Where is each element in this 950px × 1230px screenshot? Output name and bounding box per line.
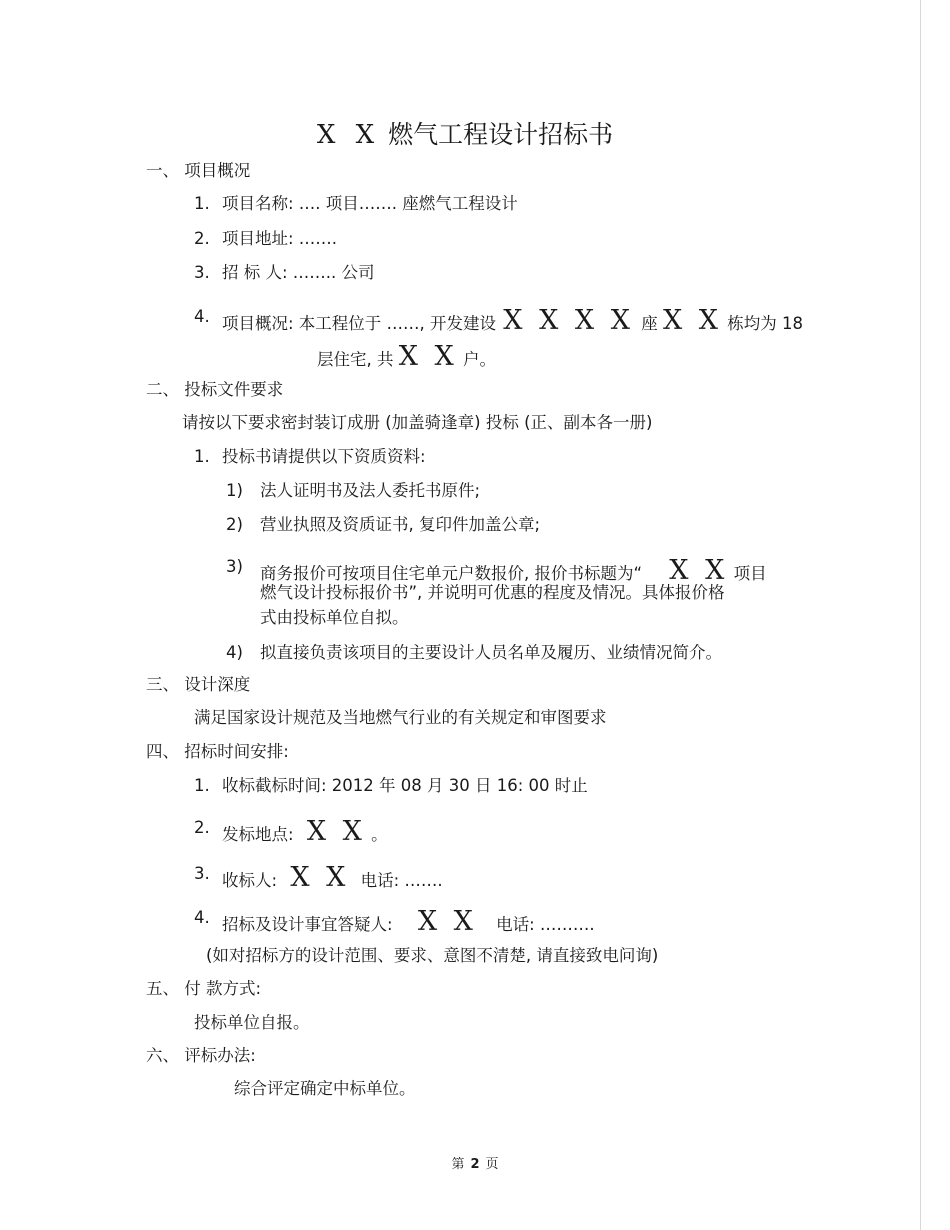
s2-intro: 请按以下要求密封装订成册 (加盖骑逢章) 投标 (正、副本各一册) xyxy=(182,413,653,432)
s1-item-4-line-2 xyxy=(317,343,496,371)
s1-item-4-line-1 xyxy=(222,307,803,335)
s1-item-4-num: 4. xyxy=(194,307,210,326)
section-4-heading: 四、 招标时间安排: xyxy=(146,742,289,761)
s2-sub-1-num: 1) xyxy=(226,481,243,500)
footer-prefix: 第 xyxy=(451,1157,465,1172)
s2-sub-2-text: 营业执照及资质证书, 复印件加盖公章; xyxy=(260,515,541,534)
s4-item-3-text-a: 收标人: xyxy=(222,871,278,890)
s1-item-3-text: 招 标 人: …….. 公司 xyxy=(222,263,375,282)
s4-item-4-text-a: 招标及设计事宜答疑人: xyxy=(222,915,393,934)
s2-sub-1-text: 法人证明书及法人委托书原件; xyxy=(260,481,481,500)
s2-sub-3-placeholder: X X xyxy=(669,555,729,586)
s2-item-1-text: 投标书请提供以下资质资料: xyxy=(222,447,426,466)
s2-sub-2-num: 2) xyxy=(226,515,243,534)
section-3-heading: 三、 设计深度 xyxy=(146,675,251,694)
s2-sub-4-num: 4) xyxy=(226,643,243,662)
s1-item-4-placeholder-1: X X X X xyxy=(503,305,634,336)
section-5-heading: 五、 付 款方式: xyxy=(146,979,262,998)
section-6-heading: 六、 评标办法: xyxy=(146,1046,256,1065)
page-number: 2 xyxy=(470,1157,480,1172)
s4-item-4-line xyxy=(222,908,595,936)
s4-item-1-num: 1. xyxy=(194,776,210,795)
s2-sub-3-num: 3) xyxy=(226,557,243,576)
s4-note: (如对招标方的设计范围、要求、意图不清楚, 请直接致电问询) xyxy=(206,946,659,965)
s1-item-2-num: 2. xyxy=(194,229,210,248)
section-2-heading: 二、 投标文件要求 xyxy=(146,380,284,399)
s2-sub-3-text-b: 项目 xyxy=(733,564,767,583)
s1-item-4-text-b: 座 xyxy=(641,314,658,333)
s4-item-2-text-b: 。 xyxy=(371,825,388,844)
s6-text: 综合评定确定中标单位。 xyxy=(234,1079,416,1098)
s4-item-3-line xyxy=(222,864,443,892)
s2-sub-4-text: 拟直接负责该项目的主要设计人员名单及履历、业绩情况简介。 xyxy=(260,643,722,662)
s4-item-3-text-b: 电话: ……. xyxy=(360,871,443,890)
s2-sub-3-line-1 xyxy=(260,557,767,585)
s4-item-2-text-a: 发标地点: xyxy=(222,825,294,844)
s2-sub-3-line-2: 燃气设计投标报价书”, 并说明可优惠的程度及情况。具体报价格 xyxy=(260,583,725,602)
s1-item-4-text-d: 层住宅, 共 xyxy=(317,350,394,369)
s4-item-3-num: 3. xyxy=(194,864,210,883)
s1-item-4-placeholder-2: X X xyxy=(662,305,722,336)
page-edge xyxy=(920,0,921,1230)
s1-item-4-text-c: 栋均为 18 xyxy=(727,314,803,333)
footer-suffix: 页 xyxy=(485,1157,499,1172)
s2-sub-3-line-3: 式由投标单位自拟。 xyxy=(260,608,409,627)
s1-item-4-text-e: 户。 xyxy=(463,350,497,369)
s1-item-4-text-a: 项目概况: 本工程位于 ……, 开发建设 xyxy=(222,314,497,333)
s4-item-4-num: 4. xyxy=(194,908,210,927)
title-text: 燃气工程设计招标书 xyxy=(388,120,614,149)
s4-item-2-line xyxy=(222,818,388,846)
s4-item-1-text: 收标截标时间: 2012 年 08 月 30 日 16: 00 时止 xyxy=(222,776,588,795)
s1-item-3-num: 3. xyxy=(194,263,210,282)
s4-item-3-placeholder: X X xyxy=(290,862,350,893)
s3-text: 满足国家设计规范及当地燃气行业的有关规定和审图要求 xyxy=(194,708,607,727)
s1-item-4-placeholder-3: X X xyxy=(398,341,458,372)
s2-sub-3-text-a: 商务报价可按项目住宅单元户数报价, 报价书标题为“ xyxy=(260,564,643,583)
s4-item-2-placeholder: X X xyxy=(306,816,366,847)
s1-item-2-text: 项目地址: ……. xyxy=(222,229,338,248)
s4-item-2-num: 2. xyxy=(194,818,210,837)
document-title xyxy=(0,118,930,152)
page-footer xyxy=(0,1157,950,1173)
section-1-heading: 一、 项目概况 xyxy=(146,161,251,180)
s1-item-1-num: 1. xyxy=(194,194,210,213)
s5-text: 投标单位自报。 xyxy=(194,1013,310,1032)
s4-item-4-text-b: 电话: ………. xyxy=(496,915,595,934)
title-placeholder: X X xyxy=(316,120,381,150)
s4-item-4-placeholder: X X xyxy=(417,906,477,937)
s1-item-1-text: 项目名称: …. 项目……. 座燃气工程设计 xyxy=(222,194,518,213)
s2-item-1-num: 1. xyxy=(194,447,210,466)
